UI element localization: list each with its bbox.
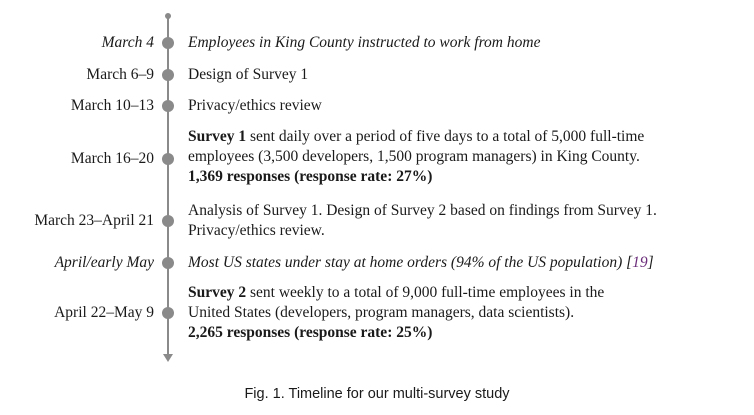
citation-link[interactable]: 19 bbox=[632, 254, 648, 271]
timeline-dot bbox=[162, 37, 174, 49]
event-line: United States (developers, program managers, data scientists). bbox=[188, 304, 575, 321]
event-text: Design of Survey 1 bbox=[188, 66, 309, 83]
event-line: Privacy/ethics review. bbox=[188, 222, 325, 239]
event-date: March 4 bbox=[101, 34, 154, 51]
response-count-text: 2,265 responses (response rate: 25%) bbox=[188, 324, 433, 341]
event-date: April 22–May 9 bbox=[54, 304, 154, 321]
timeline-dot bbox=[162, 215, 174, 227]
survey-name: Survey 1 bbox=[188, 128, 247, 145]
response-count bbox=[188, 167, 748, 187]
event-text: ] bbox=[647, 254, 654, 271]
event-text: sent daily over a period of five days to a total of 5,000 full-time bbox=[246, 128, 645, 145]
event-line: Analysis of Survey 1. Design of Survey 2 based on findings from Survey 1. bbox=[188, 202, 657, 219]
response-count-text: 1,369 responses (response rate: 27%) bbox=[188, 168, 433, 185]
event-description bbox=[188, 253, 748, 273]
figure-caption: Fig. 1. Timeline for our multi-survey study bbox=[244, 386, 510, 402]
event-description bbox=[188, 201, 748, 241]
event-text: sent weekly to a total of 9,000 full-time employees in the bbox=[246, 284, 605, 301]
timeline-dot bbox=[162, 69, 174, 81]
event-description bbox=[188, 283, 748, 343]
event-description bbox=[188, 33, 748, 53]
event-date: March 10–13 bbox=[70, 97, 154, 114]
timeline-axis bbox=[167, 17, 169, 357]
event-text: Privacy/ethics review bbox=[188, 97, 322, 114]
timeline-arrow-head bbox=[163, 354, 173, 362]
event-description bbox=[188, 65, 748, 85]
survey-name: Survey 2 bbox=[188, 284, 247, 301]
event-description bbox=[188, 127, 748, 187]
event-date: April/early May bbox=[54, 254, 154, 271]
event-line bbox=[188, 283, 748, 303]
event-text: Most US states under stay at home orders (94% of the US population) [ bbox=[188, 254, 633, 271]
event-date: March 16–20 bbox=[70, 150, 154, 167]
event-line: employees (3,500 developers, 1,500 program managers) in King County. bbox=[188, 148, 640, 165]
event-date: March 6–9 bbox=[86, 66, 154, 83]
timeline-dot bbox=[162, 307, 174, 319]
response-count bbox=[188, 323, 748, 343]
timeline-dot bbox=[162, 257, 174, 269]
event-text: Employees in King County instructed to work from home bbox=[188, 34, 541, 51]
event-line bbox=[188, 127, 748, 147]
event-date: March 23–April 21 bbox=[34, 212, 154, 229]
timeline-dot bbox=[162, 153, 174, 165]
timeline-dot bbox=[162, 100, 174, 112]
event-description bbox=[188, 96, 748, 116]
